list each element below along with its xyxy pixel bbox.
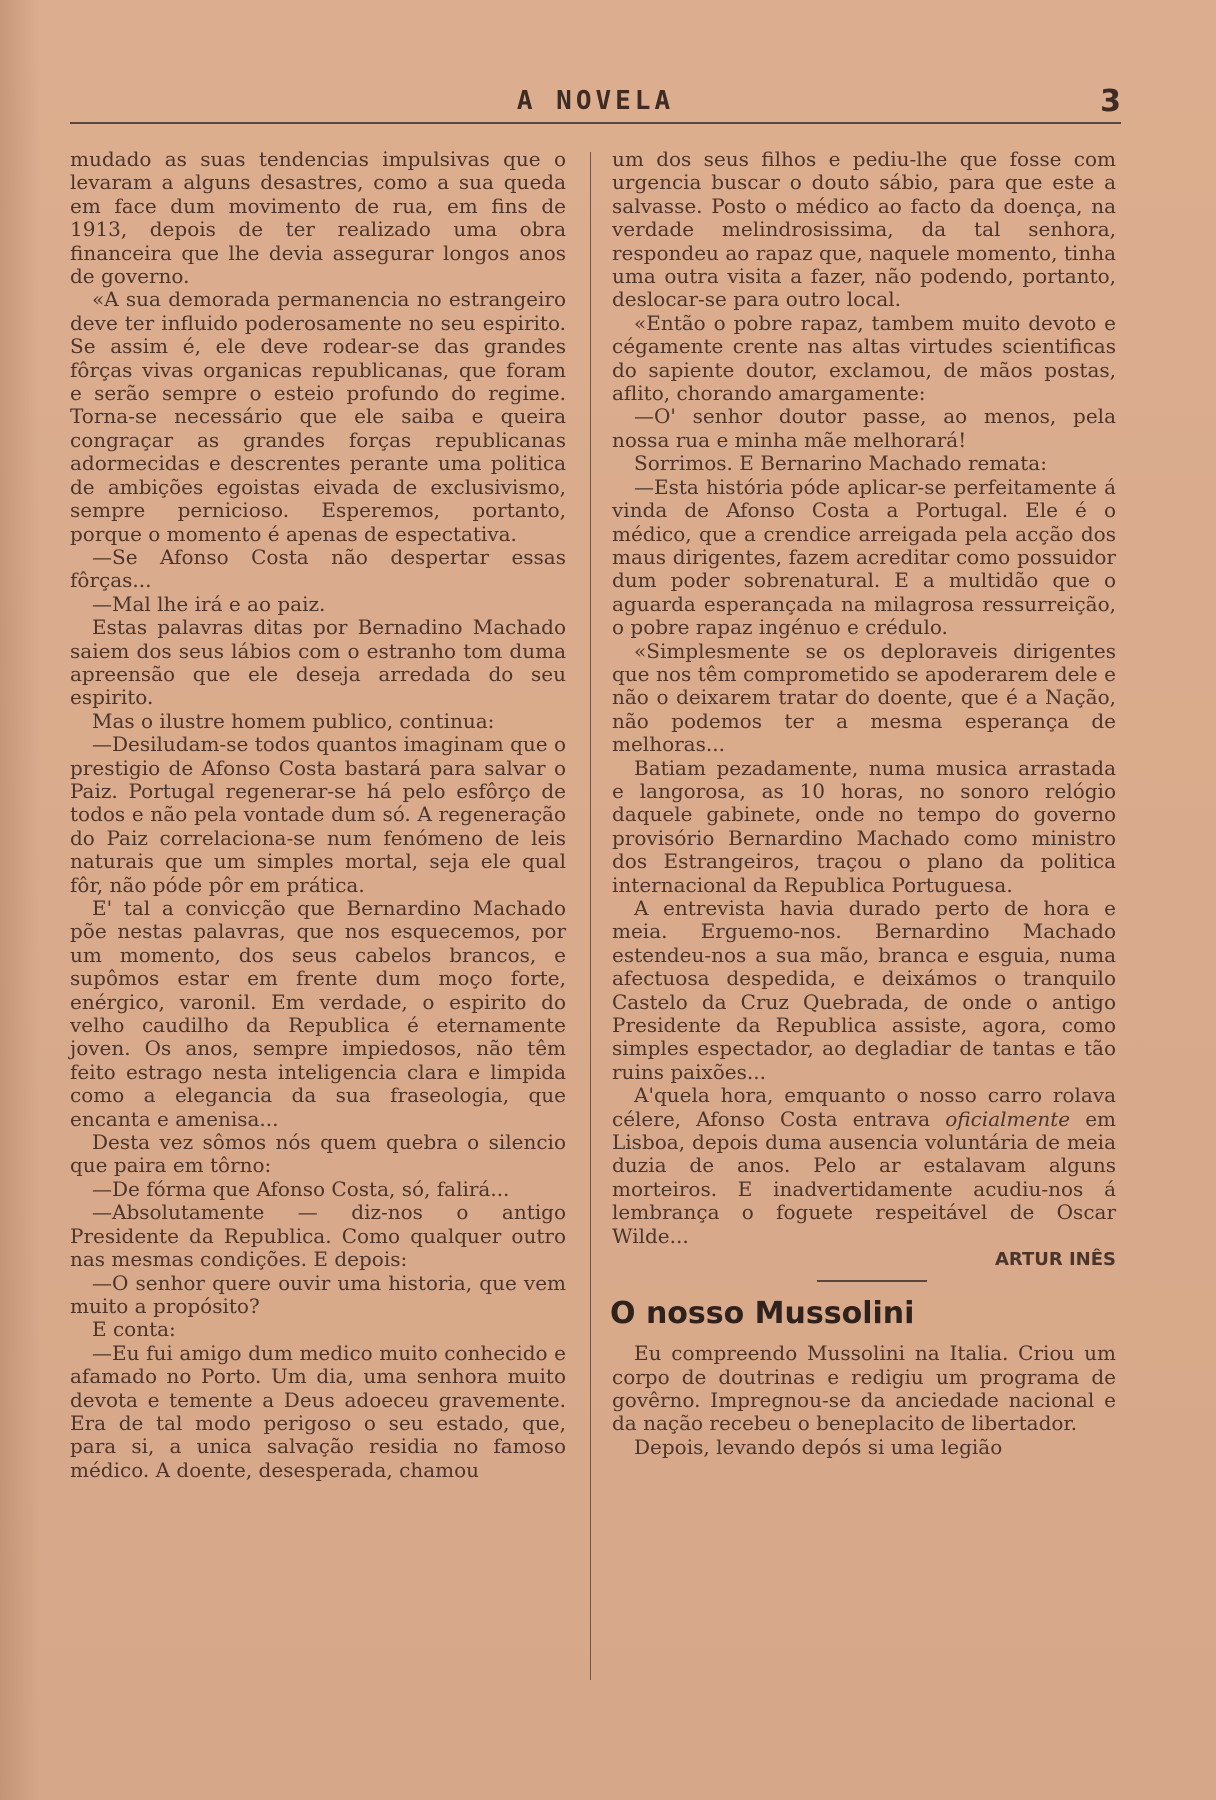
page-number: 3 [1100, 84, 1121, 119]
paragraph: —Absolutamente — diz-nos o antigo Presidente da Republica. Como qualquer outro nas mesmas condições. E depois: [70, 1200, 566, 1272]
header-rule [70, 122, 1121, 124]
paragraph: «A sua demorada permanencia no estrangeiro deve ter influido poderosamente no seu espirito. Se assim é, ele deve rodear-se das grandes fôrças vivas organicas republicanas, que foram e serão sempre o esteio profundo do regime. Torna-se necessário que ele saiba e queira congraçar as grandes forças republicanas adormecidas e descrentes perante uma politica de ambições egoistas eivada de exclusivismo, sempre pernicioso. Esperemos, portanto, porque o momento é apenas de espectativa. [70, 287, 566, 546]
author-byline: ARTUR INÊS [994, 1249, 1116, 1271]
paragraph: —O senhor quere ouvir uma historia, que vem muito a propósito? [70, 1270, 566, 1318]
left-column [70, 148, 566, 1482]
page-header [70, 86, 1121, 120]
article-title: O nosso Mussolini [610, 1296, 915, 1332]
paragraph: —Eu fui amigo dum medico muito conhecido e afamado no Porto. Um dia, uma senhora muito devota e temente a Deus adoeceu gravemente. Era de tal modo perigoso o seu estado, que, para si, a unica salvação residia no famoso médico. A doente, desesperada, chamou [70, 1340, 566, 1482]
paragraph: —Desiludam-se todos quantos imaginam que o prestigio de Afonso Costa bastará para salvar o Paiz. Portugal regenerar-se há pelo esfôrço de todos e não pela vontade dum só. A regeneração do Paiz correlaciona-se num fenómeno de leis naturais que um simples mortal, seja ele qual fôr, não póde pôr em prática. [70, 732, 566, 897]
paragraph: «Então o pobre rapaz, tambem muito devoto e cégamente crente nas altas virtudes scientificas do sapiente doutor, exclamou, de mãos postas, aflito, chorando amargamente: [612, 310, 1116, 406]
paragraph: —De fórma que Afonso Costa, só, falirá... [92, 1176, 510, 1201]
paragraph: —Esta história póde aplicar-se perfeitamente á vinda de Afonso Costa a Portugal. Ele é o médico, que a crendice arreigada pela acção dos maus dirigentes, fazem acreditar como possuidor dum poder sobrenatural. E a multidão que o aguarda esperançada na milagrosa ressurreição, o pobre rapaz ingénuo e crédulo. [612, 474, 1116, 640]
journal-title: A NOVELA [516, 86, 675, 116]
paragraph: —Mal lhe irá e ao paiz. [92, 591, 326, 616]
paragraph: Desta vez sômos nós quem quebra o silencio que paira em tôrno: [70, 1130, 566, 1178]
paragraph: Eu compreendo Mussolini na Italia. Criou um corpo de doutrinas e redigiu um programa de govêrno. Impregnou-se da anciedade nacional e da nação recebeu o beneplacito de libertador. [612, 1341, 1116, 1436]
paragraph: Sorrimos. E Bernarino Machado remata: [634, 451, 1047, 476]
paragraph: «Simplesmente se os deploraveis dirigentes que nos têm comprometido se apoderarem dele e não o deixarem tratar do doente, que é a Nação, não podemos ter a mesma esperança de melhoras... [612, 638, 1116, 757]
paragraph: Estas palavras ditas por Bernadino Machado saiem dos seus lábios com o estranho tom duma apreensão que ele deseja arredada do seu espirito. [70, 615, 566, 710]
paragraph: A entrevista havia durado perto de hora e meia. Erguemo-nos. Bernardino Machado estendeu-nos a sua mão, branca e esguia, numa afectuosa despedida, e deixámos o tranquilo Castelo da Cruz Quebrada, de onde o antigo Presidente da Republica assiste, agora, como simples espectador, ao degladiar de tantas e tão ruins paixões... [612, 896, 1116, 1084]
paragraph: E conta: [92, 1317, 176, 1342]
right-column [612, 148, 1116, 1459]
paragraph: E' tal a convicção que Bernardino Machado põe nestas palavras, que nos esquecemos, por um momento, dos seus cabelos brancos, e supômos estar em frente dum moço forte, enérgico, varonil. Em verdade, o espirito do velho caudilho da Republica é eternamente joven. Os anos, sempre impiedosos, não têm feito estrago nesta inteligencia clara e limpida como a elegancia da sua fraseologia, que encanta e amenisa... [70, 896, 566, 1131]
text-run: A'quela hora, emquanto o nosso carro rolava célere, Afonso Costa entrava [612, 1083, 1116, 1131]
paragraph: Depois, levando depós si uma legião [634, 1434, 1003, 1459]
paragraph: Mas o ilustre homem publico, continua: [92, 708, 495, 733]
italic-text: oficialmente [945, 1106, 1071, 1131]
article-separator [817, 1280, 927, 1282]
paragraph: um dos seus filhos e pediu-lhe que fosse com urgencia buscar o douto sábio, para que este a salvasse. Posto o médico ao facto da doença, na verdade melindrosissima, da tal senhora, respondeu ao rapaz que, naquele momento, tinha uma outra visita a fazer, não podendo, portanto, deslocar-se para outro local. [612, 147, 1116, 312]
paragraph: —Se Afonso Costa não despertar essas fôrças... [70, 544, 566, 593]
column-divider [590, 152, 591, 1680]
text-run: em Lisboa, depois duma ausencia voluntária de meia duzia de anos. Pelo ar estalavam alguns morteiros. E inadvertidamente acudiu-nos á lembrança o foguete respeitável de Oscar Wilde... [612, 1106, 1116, 1248]
paragraph [612, 1084, 1116, 1248]
paragraph: Batiam pezadamente, numa musica arrastada e langorosa, as 10 horas, no sonoro relógio daquele gabinete, onde no tempo do governo provisório Bernardino Machado como ministro dos Estrangeiros, traçou o plano da politica internacional da Republica Portuguesa. [612, 755, 1116, 897]
paragraph: mudado as suas tendencias impulsivas que o levaram a alguns desastres, como a sua queda em face dum movimento de rua, em fins de 1913, depois de ter realizado uma obra financeira que lhe devia assegurar longos anos de governo. [70, 147, 566, 289]
paragraph: —O' senhor doutor passe, ao menos, pela nossa rua e minha mãe melhorará! [612, 404, 1116, 452]
